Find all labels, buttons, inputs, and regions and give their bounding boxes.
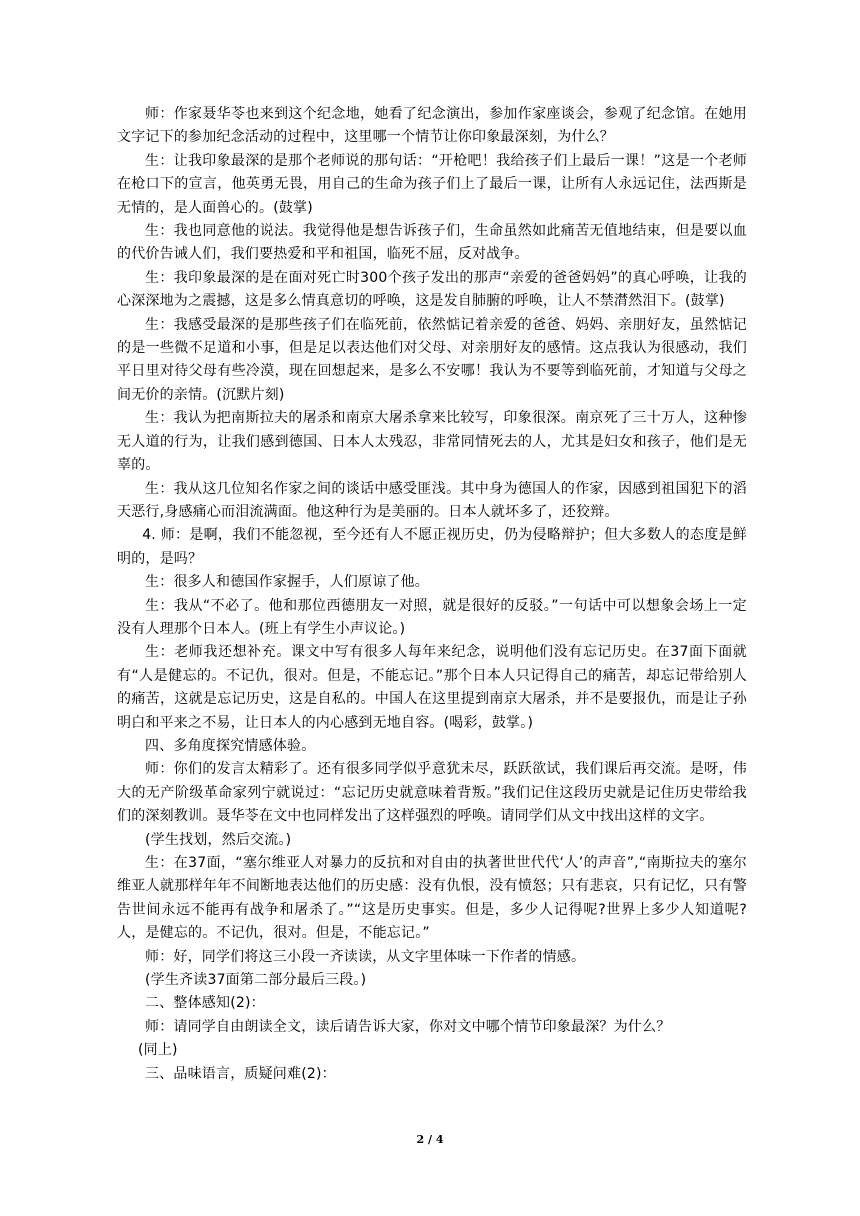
paragraph: 生：我从这几位知名作家之间的谈话中感受匪浅。其中身为德国人的作家，因感到祖国犯下的滔天恶行,身感痛心而泪流满面。他这种行为是美丽的。日本人就坏多了，还狡辩。 [117,480,747,520]
paragraph: 生：我也同意他的说法。我觉得他是想告诉孩子们，生命虽然如此痛苦无值地结束，但是要以血的代价告诫人们，我们要热爱和平和祖国，临死不屈，反对战争。 [117,223,747,263]
paragraph: 生：老师我还想补充。课文中写有很多人每年来纪念，说明他们没有忘记历史。在37面下面就有“人是健忘的。不记仇，很对。但是，不能忘记。”那个日本人只记得自己的痛苦，却忘记带给别人的痛苦，这就是忘记历史，这是自私的。中国人在这里提到南京大屠杀，并不是要报仇，而是让子孙明白和平来之不易，让日本人的内心感到无地自容。(喝彩，鼓掌。) [117,644,747,731]
paragraph: 4. 师：是啊，我们不能忽视，至今还有人不愿正视历史，仍为侵略辩护；但大多数人的态度是鲜明的，是吗？ [117,527,747,567]
paragraph: 生：让我印象最深的是那个老师说的那句话：“开枪吧！我给孩子们上最后一课！”这是一个老师在枪口下的宣言，他英勇无畏，用自己的生命为孩子们上了最后一课，让所有人永远记住，法西斯是无情的，是人面兽心的。(鼓掌) [117,152,747,216]
stage-note: (同上) [138,1042,178,1059]
body-text [117,103,747,1086]
paragraph: 生：很多人和德国作家握手，人们原谅了他。 [145,574,429,591]
paragraph: 师：请同学自由朗读全文，读后请告诉大家，你对文中哪个情节印象最深？为什么？ [145,1018,671,1035]
page-number: 2 / 4 [416,1133,444,1146]
stage-note: (学生找划，然后交流。) [145,831,292,848]
paragraph: 生：我从“不必了。他和那位西德朋友一对照，就是很好的反驳。”一句话中可以想象会场上一定没有人理那个日本人。(班上有学生小声议论。) [117,597,747,637]
paragraph: 生：我认为把南斯拉夫的屠杀和南京大屠杀拿来比较写，印象很深。南京死了三十万人，这种惨无人道的行为，让我们感到德国、日本人太残忍，非常同情死去的人，尤其是妇女和孩子，他们是无辜的。 [117,410,747,474]
stage-note: (学生齐读37面第二部分最后三段。) [145,972,367,989]
section-heading: 四、多角度探究情感体验。 [145,737,316,754]
paragraph: 师：你们的发言太精彩了。还有很多同学似乎意犹未尽，跃跃欲试，我们课后再交流。是呀，伟大的无产阶级革命家列宁就说过：“忘记历史就意味着背叛。”我们记住这段历史就是记住历史带给我们的深刻教训。聂华苓在文中也同样发出了这样强烈的呼唤。请同学们从文中找出这样的文字。 [117,761,747,825]
section-heading: 三、品味语言，质疑问难(2)： [145,1065,336,1082]
paragraph: 师：好，同学们将这三小段一齐读读，从文字里体味一下作者的情感。 [145,948,586,965]
paragraph: 师：作家聂华苓也来到这个纪念地，她看了纪念演出，参加作家座谈会，参观了纪念馆。在她用文字记下的参加纪念活动的过程中，这里哪一个情节让你印象最深刻，为什么？ [117,106,747,146]
section-heading: 二、整体感知(2)： [145,995,265,1012]
paragraph: 生：我感受最深的是那些孩子们在临死前，依然惦记着亲爱的爸爸、妈妈、亲朋好友，虽然惦记的是一些微不足道和小事，但是足以表达他们对父母、对亲朋好友的感情。这点我认为很感动，我们平日里对待父母有些冷漠，现在回想起来，是多么不安哪！我认为不要等到临死前，才知道与父母之间无价的亲情。(沉默片刻) [117,316,747,403]
paragraph: 生：在37面，“塞尔维亚人对暴力的反抗和对自由的执著世世代代‘人’的声音”,“南斯拉夫的塞尔维亚人就那样年年不间断地表达他们的历史感：没有仇恨，没有愤怒；只有悲哀，只有记忆，只有警告世间永远不能再有战争和屠杀了。”“这是历史事实。但是，多少人记得呢?世界上多少人知道呢?人，是健忘的。不记仇，很对。但是，不能忘记。” [117,855,747,942]
paragraph: 生：我印象最深的是在面对死亡时300个孩子发出的那声“亲爱的爸爸妈妈”的真心呼唤，让我的心深深地为之震撼，这是多么情真意切的呼唤，这是发自肺腑的呼唤，让人不禁潸然泪下。(鼓掌) [117,269,747,310]
